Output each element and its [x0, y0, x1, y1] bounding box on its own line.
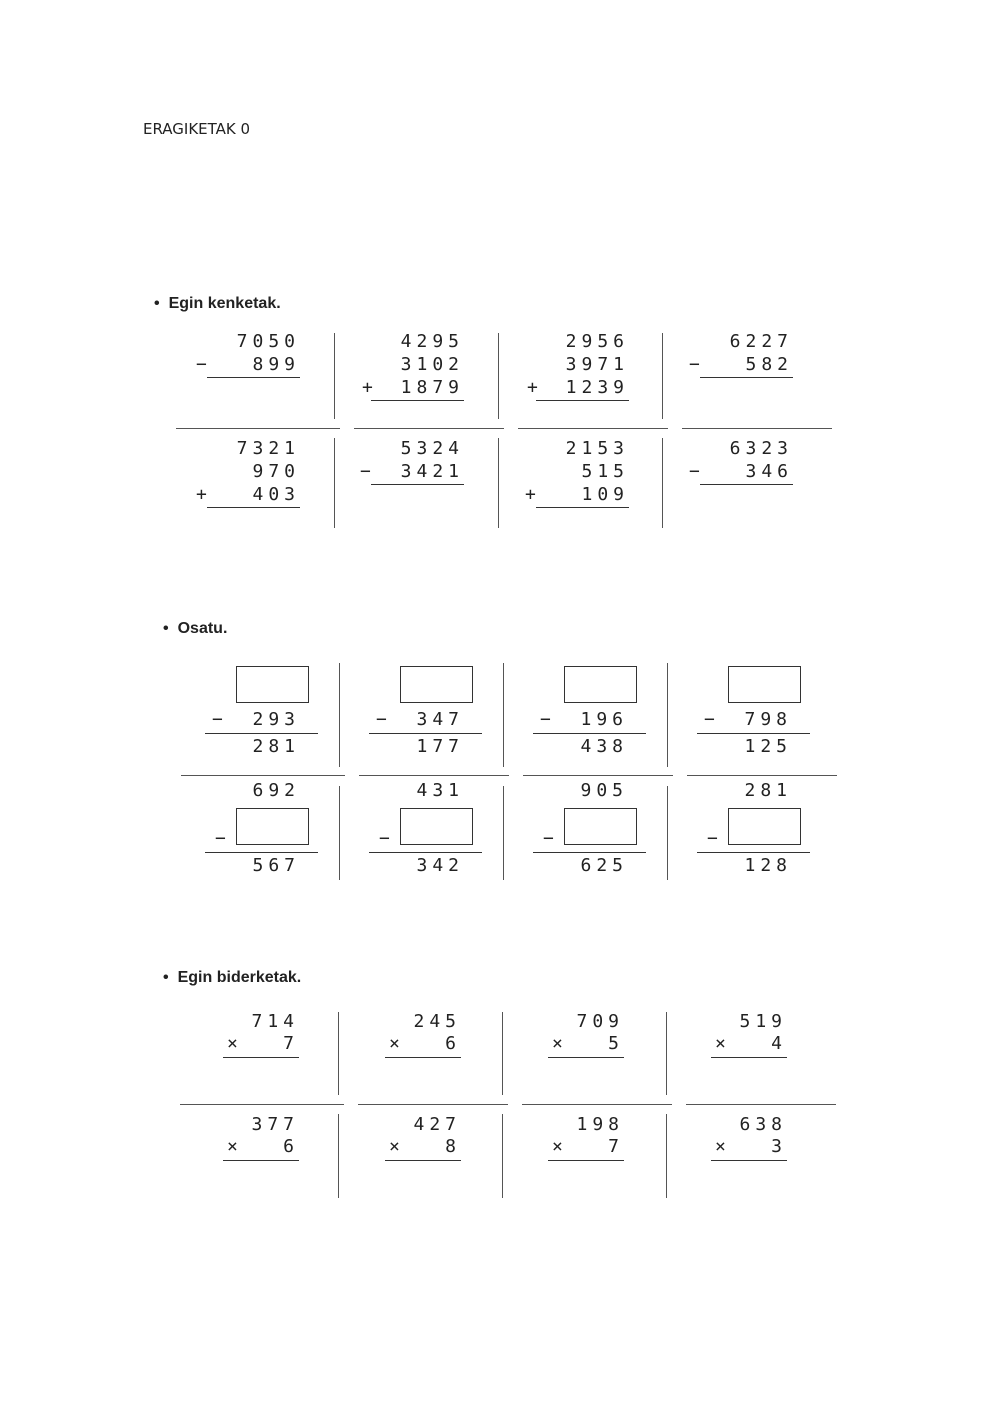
subtraction-separator-h	[518, 428, 668, 429]
operand-digits: 377	[251, 1114, 299, 1135]
multiplicand-number	[514, 1010, 624, 1033]
operand-digits: 438	[580, 736, 628, 757]
operand-number	[190, 460, 300, 483]
operand-digits: 4	[771, 1033, 787, 1054]
missing-subtrahend-box[interactable]	[236, 808, 309, 845]
operator-sign: +	[527, 377, 538, 398]
multiplier-number	[351, 1032, 461, 1055]
operand-digits: 281	[252, 736, 300, 757]
answer-field[interactable]	[207, 509, 300, 531]
minuend-number	[536, 779, 646, 802]
multiplication-underline	[385, 1057, 461, 1058]
sum-underline	[207, 507, 300, 508]
multiplicand-number	[514, 1113, 624, 1136]
operand-number	[519, 330, 629, 353]
multiplication-underline	[711, 1160, 787, 1161]
answer-field[interactable]	[700, 379, 793, 401]
operand-number	[519, 460, 629, 483]
operand-number	[519, 483, 629, 506]
subtraction-underline	[369, 733, 482, 734]
operand-digits: 7	[283, 1033, 299, 1054]
subtraction-underline	[533, 733, 646, 734]
operand-digits: 346	[745, 461, 793, 482]
operator-sign: −	[543, 828, 554, 849]
sum-underline	[536, 400, 629, 401]
operator-sign: −	[215, 828, 226, 849]
operator-sign: −	[689, 461, 700, 482]
operand-digits: 7050	[236, 331, 300, 352]
complete-separator-h	[181, 775, 345, 776]
operand-number	[190, 483, 300, 506]
multiplicand-number	[677, 1113, 787, 1136]
operand-digits: 519	[739, 1011, 787, 1032]
operand-number	[519, 376, 629, 399]
answer-field[interactable]	[711, 1059, 787, 1083]
operand-digits: 625	[580, 855, 628, 876]
operand-digits: 1879	[400, 377, 464, 398]
complete-separator-v	[503, 663, 504, 767]
result-number	[700, 735, 810, 758]
multiplication-underline	[548, 1057, 624, 1058]
operand-digits: 109	[581, 484, 629, 505]
operand-digits: 293	[252, 709, 300, 730]
operator-sign: −	[540, 709, 551, 730]
answer-field[interactable]	[536, 509, 629, 531]
operand-digits: 128	[744, 855, 792, 876]
multiplication-separator-v	[666, 1114, 667, 1198]
operand-digits: 342	[416, 855, 464, 876]
operator-sign: −	[707, 828, 718, 849]
subtraction-underline	[205, 733, 318, 734]
answer-field[interactable]	[223, 1059, 299, 1083]
bullet: •	[163, 969, 169, 986]
subtraction-separator-h	[682, 428, 832, 429]
section-heading-multiplication	[163, 969, 301, 987]
answer-field[interactable]	[371, 486, 464, 508]
answer-field[interactable]	[548, 1059, 624, 1083]
answer-field[interactable]	[371, 402, 464, 424]
multiplier-number	[677, 1135, 787, 1158]
missing-minuend-box[interactable]	[564, 666, 637, 703]
bullet: •	[163, 620, 169, 637]
operand-digits: 3	[771, 1136, 787, 1157]
subtrahend-number	[536, 708, 646, 731]
complete-separator-v	[339, 786, 340, 880]
heading-text: Egin kenketak.	[168, 295, 281, 312]
operand-digits: 970	[252, 461, 300, 482]
operand-digits: 5	[608, 1033, 624, 1054]
missing-minuend-box[interactable]	[236, 666, 309, 703]
subtraction-separator-v	[662, 438, 663, 528]
multiplication-separator-v	[502, 1114, 503, 1198]
operand-digits: 3102	[400, 354, 464, 375]
operand-digits: 515	[581, 461, 629, 482]
multiplication-underline	[385, 1160, 461, 1161]
complete-separator-h	[523, 775, 673, 776]
result-number	[372, 854, 482, 877]
subtraction-separator-v	[334, 438, 335, 528]
multiplication-underline	[223, 1057, 299, 1058]
missing-minuend-box[interactable]	[728, 666, 801, 703]
multiplicand-number	[351, 1010, 461, 1033]
operand-number	[354, 353, 464, 376]
multiplicand-number	[189, 1113, 299, 1136]
multiplier-number	[189, 1032, 299, 1055]
complete-separator-h	[359, 775, 509, 776]
answer-field[interactable]	[548, 1162, 624, 1186]
operand-number	[354, 376, 464, 399]
multiplication-separator-v	[338, 1114, 339, 1198]
subtraction-underline	[697, 733, 810, 734]
result-number	[208, 854, 318, 877]
subtraction-underline	[533, 852, 646, 853]
operator-sign: ×	[715, 1136, 726, 1157]
operand-digits: 6323	[729, 438, 793, 459]
operator-sign: −	[379, 828, 390, 849]
operand-number	[190, 330, 300, 353]
operand-digits: 692	[252, 780, 300, 801]
multiplication-separator-h	[358, 1104, 508, 1105]
operand-digits: 177	[416, 736, 464, 757]
subtraction-separator-v	[334, 333, 335, 419]
multiplicand-number	[189, 1010, 299, 1033]
missing-subtrahend-box[interactable]	[400, 808, 473, 845]
operand-digits: 347	[416, 709, 464, 730]
operand-digits: 403	[252, 484, 300, 505]
operand-digits: 427	[413, 1114, 461, 1135]
heading-text: Osatu.	[177, 620, 228, 637]
operand-number	[683, 353, 793, 376]
multiplication-separator-v	[666, 1012, 667, 1095]
missing-subtrahend-box[interactable]	[564, 808, 637, 845]
operand-number	[190, 437, 300, 460]
operand-digits: 905	[580, 780, 628, 801]
operand-digits: 245	[413, 1011, 461, 1032]
operand-digits: 8	[445, 1136, 461, 1157]
multiplication-separator-v	[502, 1012, 503, 1095]
sum-underline	[371, 484, 464, 485]
operand-digits: 2153	[565, 438, 629, 459]
operator-sign: ×	[552, 1033, 563, 1054]
sum-underline	[371, 400, 464, 401]
multiplier-number	[514, 1135, 624, 1158]
operand-digits: 196	[580, 709, 628, 730]
subtraction-separator-v	[498, 438, 499, 528]
operator-sign: −	[196, 354, 207, 375]
multiplicand-number	[351, 1113, 461, 1136]
subtraction-separator-v	[662, 333, 663, 419]
operand-number	[519, 437, 629, 460]
multiplier-number	[514, 1032, 624, 1055]
operand-number	[683, 330, 793, 353]
operand-digits: 714	[251, 1011, 299, 1032]
answer-field[interactable]	[700, 486, 793, 508]
subtraction-separator-h	[176, 428, 340, 429]
operand-digits: 4295	[400, 331, 464, 352]
operand-number	[354, 330, 464, 353]
answer-field[interactable]	[207, 379, 300, 401]
operator-sign: ×	[552, 1136, 563, 1157]
sum-underline	[700, 484, 793, 485]
operator-sign: ×	[715, 1033, 726, 1054]
section-heading-subtraction	[154, 295, 281, 313]
operand-digits: 3421	[400, 461, 464, 482]
operand-digits: 709	[576, 1011, 624, 1032]
operand-number	[190, 353, 300, 376]
operator-sign: +	[525, 484, 536, 505]
minuend-number	[208, 779, 318, 802]
multiplication-separator-h	[686, 1104, 836, 1105]
operand-digits: 6	[283, 1136, 299, 1157]
bullet: •	[154, 295, 160, 312]
multiplier-number	[351, 1135, 461, 1158]
result-number	[208, 735, 318, 758]
subtrahend-number	[372, 708, 482, 731]
complete-separator-v	[503, 786, 504, 880]
result-number	[536, 854, 646, 877]
minuend-number	[372, 779, 482, 802]
multiplication-separator-v	[338, 1012, 339, 1095]
operand-digits: 3971	[565, 354, 629, 375]
subtrahend-number	[208, 708, 318, 731]
subtraction-separator-h	[354, 428, 504, 429]
operator-sign: +	[196, 484, 207, 505]
sum-underline	[700, 377, 793, 378]
missing-subtrahend-box[interactable]	[728, 808, 801, 845]
operand-digits: 638	[739, 1114, 787, 1135]
operand-digits: 6	[445, 1033, 461, 1054]
operator-sign: ×	[227, 1033, 238, 1054]
result-number	[700, 854, 810, 877]
operand-digits: 2956	[565, 331, 629, 352]
operator-sign: +	[362, 377, 373, 398]
operand-digits: 582	[745, 354, 793, 375]
multiplication-underline	[223, 1160, 299, 1161]
complete-separator-v	[667, 786, 668, 880]
operand-digits: 1239	[565, 377, 629, 398]
complete-separator-v	[667, 663, 668, 767]
multiplicand-number	[677, 1010, 787, 1033]
subtrahend-number	[700, 708, 810, 731]
operator-sign: ×	[389, 1136, 400, 1157]
result-number	[536, 735, 646, 758]
operator-sign: ×	[227, 1136, 238, 1157]
operand-digits: 899	[252, 354, 300, 375]
operand-digits: 798	[744, 709, 792, 730]
subtraction-underline	[369, 852, 482, 853]
heading-text: Egin biderketak.	[177, 969, 302, 986]
operand-digits: 281	[744, 780, 792, 801]
complete-separator-v	[339, 663, 340, 767]
sum-underline	[207, 377, 300, 378]
answer-field[interactable]	[385, 1059, 461, 1083]
multiplication-separator-h	[180, 1104, 344, 1105]
operand-digits: 7321	[236, 438, 300, 459]
answer-field[interactable]	[223, 1162, 299, 1186]
operator-sign: ×	[389, 1033, 400, 1054]
operand-digits: 125	[744, 736, 792, 757]
operand-number	[683, 460, 793, 483]
document-title: ERAGIKETAK 0	[143, 120, 251, 138]
multiplication-separator-h	[522, 1104, 672, 1105]
operand-number	[354, 460, 464, 483]
operand-digits: 567	[252, 855, 300, 876]
answer-field[interactable]	[711, 1162, 787, 1186]
operator-sign: −	[704, 709, 715, 730]
operand-number	[519, 353, 629, 376]
operand-number	[354, 437, 464, 460]
missing-minuend-box[interactable]	[400, 666, 473, 703]
operator-sign: −	[689, 354, 700, 375]
sum-underline	[536, 507, 629, 508]
subtraction-underline	[697, 852, 810, 853]
operator-sign: −	[376, 709, 387, 730]
multiplier-number	[189, 1135, 299, 1158]
operand-digits: 431	[416, 780, 464, 801]
subtraction-underline	[205, 852, 318, 853]
operator-sign: −	[360, 461, 371, 482]
multiplier-number	[677, 1032, 787, 1055]
answer-field[interactable]	[385, 1162, 461, 1186]
operand-digits: 198	[576, 1114, 624, 1135]
operator-sign: −	[212, 709, 223, 730]
operand-digits: 5324	[400, 438, 464, 459]
multiplication-underline	[548, 1160, 624, 1161]
minuend-number	[700, 779, 810, 802]
multiplication-underline	[711, 1057, 787, 1058]
operand-digits: 6227	[729, 331, 793, 352]
operand-number	[683, 437, 793, 460]
section-heading-complete	[163, 620, 227, 638]
answer-field[interactable]	[536, 402, 629, 424]
result-number	[372, 735, 482, 758]
operand-digits: 7	[608, 1136, 624, 1157]
subtraction-separator-v	[498, 333, 499, 419]
complete-separator-h	[687, 775, 837, 776]
